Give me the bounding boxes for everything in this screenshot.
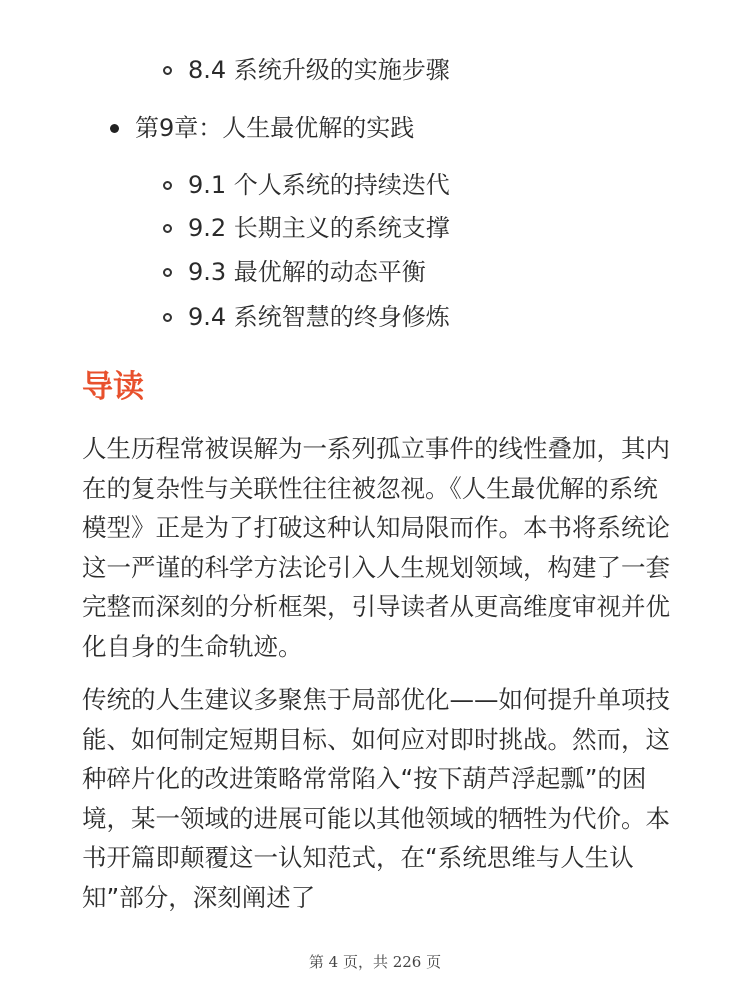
- hollow-circle-bullet-icon: [163, 224, 172, 233]
- filled-circle-bullet-icon: [110, 124, 119, 133]
- toc-item-label: 8.4 系统升级的实施步骤: [188, 56, 450, 84]
- page-number-footer: 第 4 页，共 226 页: [308, 953, 442, 971]
- toc-item-label: 9.4 系统智慧的终身修炼: [188, 303, 450, 331]
- toc-item-label: 9.1 个人系统的持续迭代: [188, 171, 450, 199]
- body-paragraph: 人生历程常被误解为一系列孤立事件的线性叠加，其内在的复杂性与关联性往往被忽视。《人生最优解的系统模型》正是为了打破这种认知局限而作。本书将系统论这一严谨的科学方法论引入人生规划领域，构建了一套完整而深刻的分析框架，引导读者从更高维度审视并优化自身的生命轨迹。: [82, 434, 670, 661]
- section-heading: 导读: [82, 369, 144, 405]
- toc-item-9-3[interactable]: [163, 252, 426, 292]
- toc-chapter-9[interactable]: [110, 108, 414, 148]
- toc-item-8-4[interactable]: [163, 50, 450, 90]
- toc-item-9-2[interactable]: [163, 208, 450, 248]
- toc-chapter-label: 第9章：人生最优解的实践: [135, 114, 415, 142]
- hollow-circle-bullet-icon: [163, 268, 172, 277]
- toc-item-9-1[interactable]: [163, 165, 450, 205]
- body-paragraph: 传统的人生建议多聚焦于局部优化——如何提升单项技能、如何制定短期目标、如何应对即时挑战。然而，这种碎片化的改进策略常常陷入“按下葫芦浮起瓢”的困境，某一领域的进展可能以其他领域的牺牲为代价。本书开篇即颠覆这一认知范式，在“系统思维与人生认知”部分，深刻阐述了: [82, 685, 670, 912]
- toc-item-label: 9.2 长期主义的系统支撑: [188, 214, 450, 242]
- hollow-circle-bullet-icon: [163, 181, 172, 190]
- toc-item-9-4[interactable]: [163, 297, 450, 337]
- hollow-circle-bullet-icon: [163, 313, 172, 322]
- toc-item-label: 9.3 最优解的动态平衡: [188, 258, 426, 286]
- hollow-circle-bullet-icon: [163, 66, 172, 75]
